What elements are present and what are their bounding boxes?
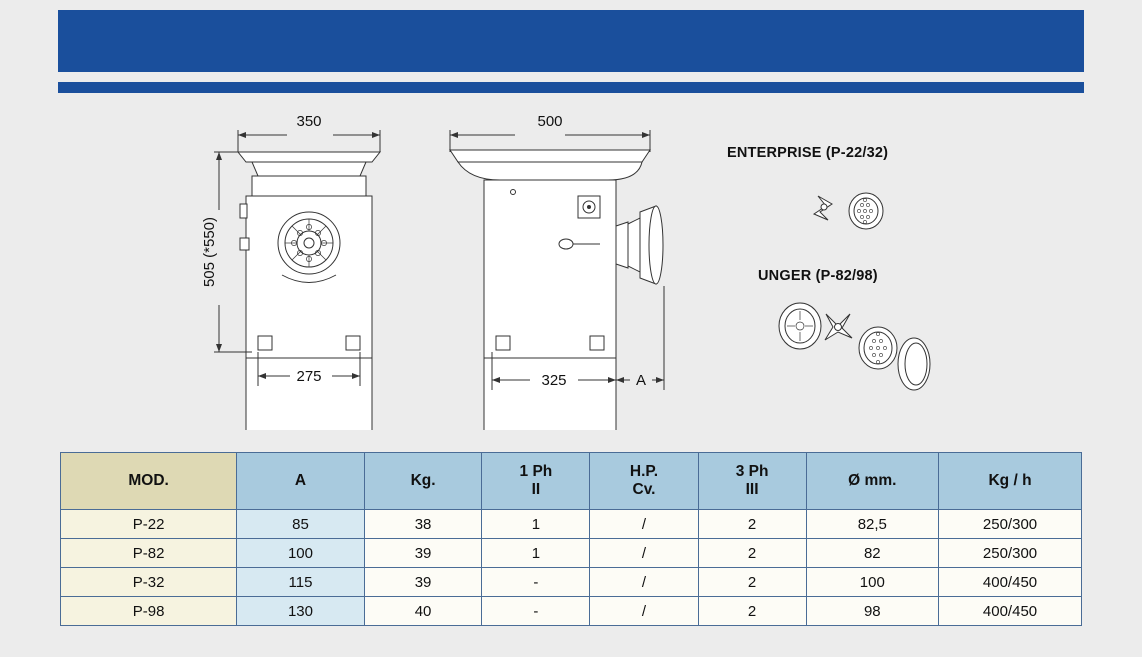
cell-diameter: 82,5	[806, 510, 939, 539]
header-mod: MOD.	[61, 453, 237, 510]
cell-a: 85	[237, 510, 364, 539]
header-3ph-line1: 3 Ph	[735, 463, 769, 481]
dim-front-top: 350	[296, 113, 322, 130]
cell-hp: /	[590, 510, 698, 539]
header-band-primary	[58, 10, 1084, 72]
header-3ph	[698, 453, 806, 510]
cell-mod: P-32	[61, 568, 237, 597]
drawing-canvas	[0, 100, 1142, 430]
cell-3ph: 2	[698, 510, 806, 539]
header-a: A	[237, 453, 364, 510]
table-row	[61, 510, 1082, 539]
cell-a: 100	[237, 539, 364, 568]
enterprise-accessory-label: ENTERPRISE (P-22/32)	[727, 145, 889, 161]
header-kgh: Kg / h	[939, 453, 1082, 510]
table-header-row	[61, 453, 1082, 510]
cell-diameter: 82	[806, 539, 939, 568]
cell-mod: P-22	[61, 510, 237, 539]
table-row	[61, 539, 1082, 568]
unger-accessory-label: UNGER (P-82/98)	[758, 268, 878, 284]
cell-1ph: -	[482, 597, 590, 626]
cell-hp: /	[590, 539, 698, 568]
dim-side-bottom: 325	[541, 372, 567, 389]
cell-kg: 39	[364, 539, 482, 568]
header-hp-line2: Cv.	[632, 481, 656, 498]
cell-kg: 38	[364, 510, 482, 539]
table-row	[61, 597, 1082, 626]
cell-diameter: 98	[806, 597, 939, 626]
header-1ph-line1: 1 Ph	[519, 463, 553, 481]
cell-kg: 40	[364, 597, 482, 626]
dim-side-top: 500	[537, 113, 563, 130]
table-row	[61, 568, 1082, 597]
specifications-table	[60, 452, 1082, 626]
cell-1ph: 1	[482, 510, 590, 539]
header-1ph	[482, 453, 590, 510]
header-band-secondary	[58, 82, 1084, 93]
cell-kgh: 250/300	[939, 539, 1082, 568]
dim-height: 505 (*550)	[201, 216, 218, 288]
cell-kgh: 250/300	[939, 510, 1082, 539]
cell-a: 115	[237, 568, 364, 597]
cell-kgh: 400/450	[939, 568, 1082, 597]
cell-kg: 39	[364, 568, 482, 597]
cell-3ph: 2	[698, 597, 806, 626]
technical-drawings	[0, 100, 1142, 430]
header-hp	[590, 453, 698, 510]
header-1ph-line2: II	[531, 481, 541, 498]
cell-mod: P-98	[61, 597, 237, 626]
header-diameter: Ø mm.	[806, 453, 939, 510]
cell-3ph: 2	[698, 539, 806, 568]
cell-diameter: 100	[806, 568, 939, 597]
header-3ph-line2: III	[745, 481, 759, 498]
dim-a: A	[635, 372, 647, 389]
cell-mod: P-82	[61, 539, 237, 568]
cell-1ph: 1	[482, 539, 590, 568]
cell-hp: /	[590, 597, 698, 626]
header-hp-line1: H.P.	[629, 463, 659, 481]
cell-3ph: 2	[698, 568, 806, 597]
header-kg: Kg.	[364, 453, 482, 510]
cell-hp: /	[590, 568, 698, 597]
cell-kgh: 400/450	[939, 597, 1082, 626]
cell-a: 130	[237, 597, 364, 626]
dim-front-bottom: 275	[296, 368, 322, 385]
cell-1ph: -	[482, 568, 590, 597]
